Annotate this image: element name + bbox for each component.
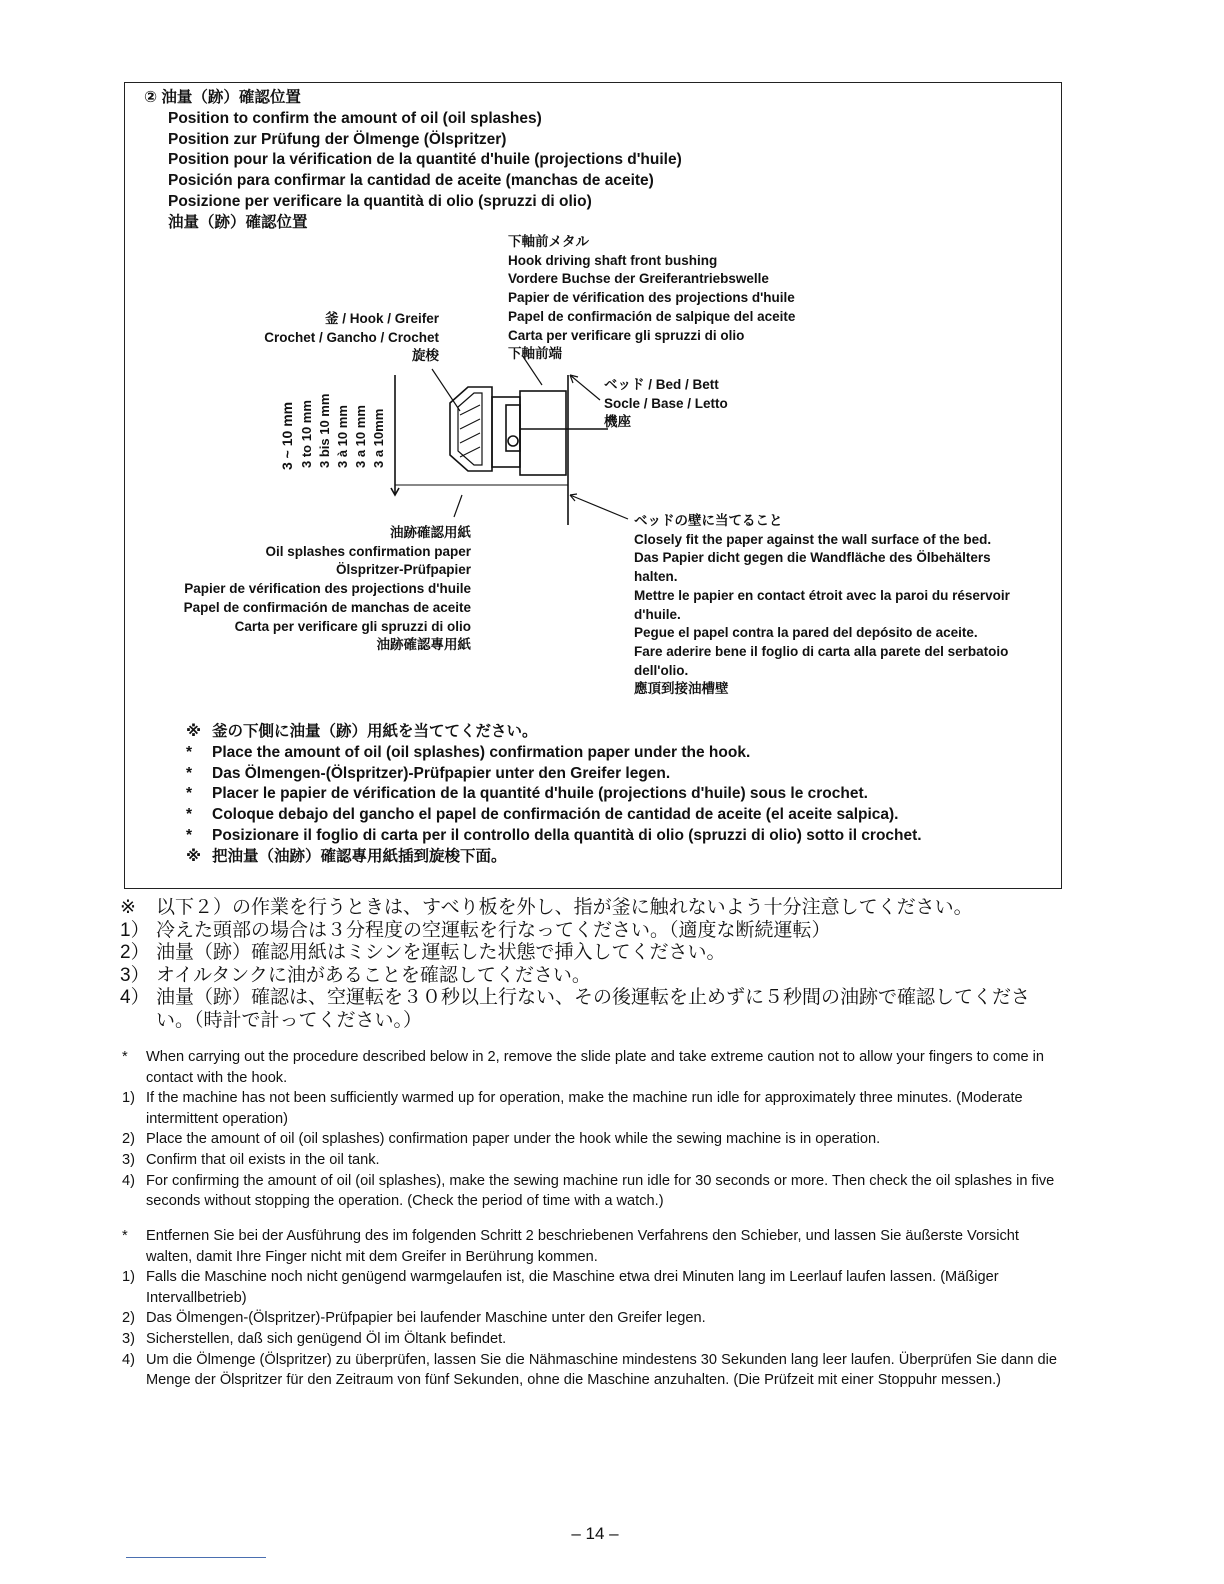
dimension-label-fr: 3 à 10 mm: [335, 405, 350, 468]
english-item: 2) Place the amount of oil (oil splashes) confirmation paper under the hook while the sewing machine is in operation.: [122, 1131, 881, 1148]
dimension-label-it: 3 a 10mm: [371, 408, 386, 468]
section-heading: [144, 88, 844, 234]
heading-de: Position zur Prüfung der Ölmenge (Ölspritzer): [168, 130, 507, 148]
jp-line: い。（時計で計ってください。）: [156, 1009, 423, 1031]
english-item: 3) Confirm that oil exists in the oil tank.: [122, 1151, 380, 1168]
wall-label: ベッドの壁に当てること Closely fit the paper against the wall surface of the bed. Das Papier dicht gegen die Wandfläche des Ölbehälters halten. Mettre le papier en contact étroit avec la paroi du réservoir d'huile. Pegue el papel contra la pared del depósito de aceite. Fare aderire bene il foglio di carta alla parete del serbatoio dell'olio. 應頂到接油槽壁: [634, 513, 1010, 697]
japanese-instructions: [120, 897, 1070, 1032]
german-instructions: [122, 1226, 1064, 1391]
jp-line: 4） 油量（跡）確認は、空運転を３０秒以上行ない、その後運転を止めずに５秒間の油跡で確認してくださ: [120, 987, 1031, 1008]
jp-line: ※ 以下２）の作業を行うときは、すべり板を外し、指が釜に触れないよう十分注意してください。: [120, 897, 973, 918]
hook-shape: [450, 387, 492, 471]
footer-rule: [126, 1557, 266, 1558]
note-line: * Coloque debajo del gancho el papel de confirmación de cantidad de aceite (el aceite salpica).: [186, 806, 899, 824]
heading-en: Position to confirm the amount of oil (oil splashes): [168, 109, 542, 127]
note-line: ※ 釜の下側に油量（跡）用紙を当ててください。: [186, 723, 538, 740]
english-item: * When carrying out the procedure described below in 2, remove the slide plate and take extreme caution not to allow your fingers to come in contact with the hook.: [122, 1049, 1045, 1086]
jp-line: 2） 油量（跡）確認用紙はミシンを運転した状態で挿入してください。: [120, 942, 726, 963]
german-item: 1) Falls die Maschine noch nicht genügend warmgelaufen ist, die Maschine etwa drei Minuten lang im Leerlauf laufen lassen. (Mäßiger Intervallbetrieb): [122, 1269, 999, 1306]
english-item: 1) If the machine has not been sufficiently warmed up for operation, make the machine run idle for approximately three minutes. (Moderate intermittent operation): [122, 1090, 1023, 1127]
paper-label: 油跡確認用紙 Oil splashes confirmation paper Ölspritzer-Prüfpapier Papier de vérification des projections d'huile Papel de confirmación de manchas de aceite Carta per verificare gli spruzzi di olio 油跡確認專用紙: [183, 525, 471, 653]
dimension-label-es: 3 a 10 mm: [353, 405, 368, 468]
german-item: 3) Sicherstellen, daß sich genügend Öl im Öltank befindet.: [122, 1330, 507, 1347]
note-line: * Posizionare il foglio di carta per il controllo della quantità di olio (spruzzi di olio) sotto il crochet.: [186, 826, 922, 844]
hook-label: 釜 / Hook / Greifer Crochet / Gancho / Crochet 旋梭: [264, 311, 439, 364]
hook-diagram: [380, 345, 640, 525]
box-notes: [186, 722, 1046, 868]
german-item: 4) Um die Ölmenge (Ölspritzer) zu überprüfen, lassen Sie die Nähmaschine mindestens 30 Sekunden lang leer laufen. Überprüfen Sie dann die Menge der Ölspritzer für den Zeitraum von fünf Sekunden, ohne die Maschine anzuhalten. (Die Prüfzeit mit einer Stoppuhr messen.): [122, 1351, 1057, 1389]
jp-line: 3） オイルタンクに油があることを確認してください。: [120, 964, 591, 986]
bed-label: ベッド / Bed / Bett Socle / Base / Letto 機座: [604, 377, 728, 430]
note-line: ※ 把油量（油跡）確認專用紙插到旋梭下面。: [186, 847, 507, 865]
dimension-label-jp: 3 ~ 10 mm: [279, 401, 295, 470]
note-line: * Place the amount of oil (oil splashes) confirmation paper under the hook.: [186, 743, 751, 761]
german-item: * Entfernen Sie bei der Ausführung des im folgenden Schritt 2 beschriebenen Verfahrens den Schieber, und lassen Sie äußerste Vorsicht walten, damit Ihre Finger nicht mit dem Greifer in Berührung kommen.: [122, 1228, 1019, 1265]
german-item: 2) Das Ölmengen-(Ölspritzer)-Prüfpapier bei laufender Maschine unter den Greifer legen.: [122, 1310, 706, 1327]
bushing-label: 下軸前メタル Hook driving shaft front bushing Vordere Buchse der Greiferantriebswelle Papier de vérification des projections d'huile Papel de confirmación de salpique del aceite Carta per verificare gli spruzzi di olio 下軸前端: [508, 234, 796, 362]
english-instructions: [122, 1047, 1064, 1212]
heading-cn: 油量（跡）確認位置: [168, 213, 308, 231]
page-number: – 14 –: [571, 1524, 619, 1543]
heading-jp: ② 油量（跡）確認位置: [144, 89, 301, 106]
note-line: * Das Ölmengen-(Ölspritzer)-Prüfpapier unter den Greifer legen.: [186, 764, 671, 782]
heading-es: Posición para confirmar la cantidad de aceite (manchas de aceite): [168, 172, 654, 190]
dimension-label-en: 3 to 10 mm: [299, 400, 314, 468]
dimension-label-de: 3 bis 10 mm: [317, 393, 332, 468]
heading-it: Posizione per verificare la quantità di olio (spruzzi di olio): [168, 192, 592, 210]
heading-fr: Position pour la vérification de la quantité d'huile (projections d'huile): [168, 151, 682, 169]
note-line: * Placer le papier de vérification de la quantité d'huile (projections d'huile) sous le crochet.: [186, 785, 868, 803]
english-item: 4) For confirming the amount of oil (oil splashes), make the sewing machine run idle for 30 seconds or more. Then check the oil splashes in five seconds without stopping the operation. (Check the period of time with a watch.): [122, 1172, 1055, 1210]
jp-line: 1） 冷えた頭部の場合は３分程度の空運転を行なってください。（適度な断続運転）: [120, 919, 831, 941]
